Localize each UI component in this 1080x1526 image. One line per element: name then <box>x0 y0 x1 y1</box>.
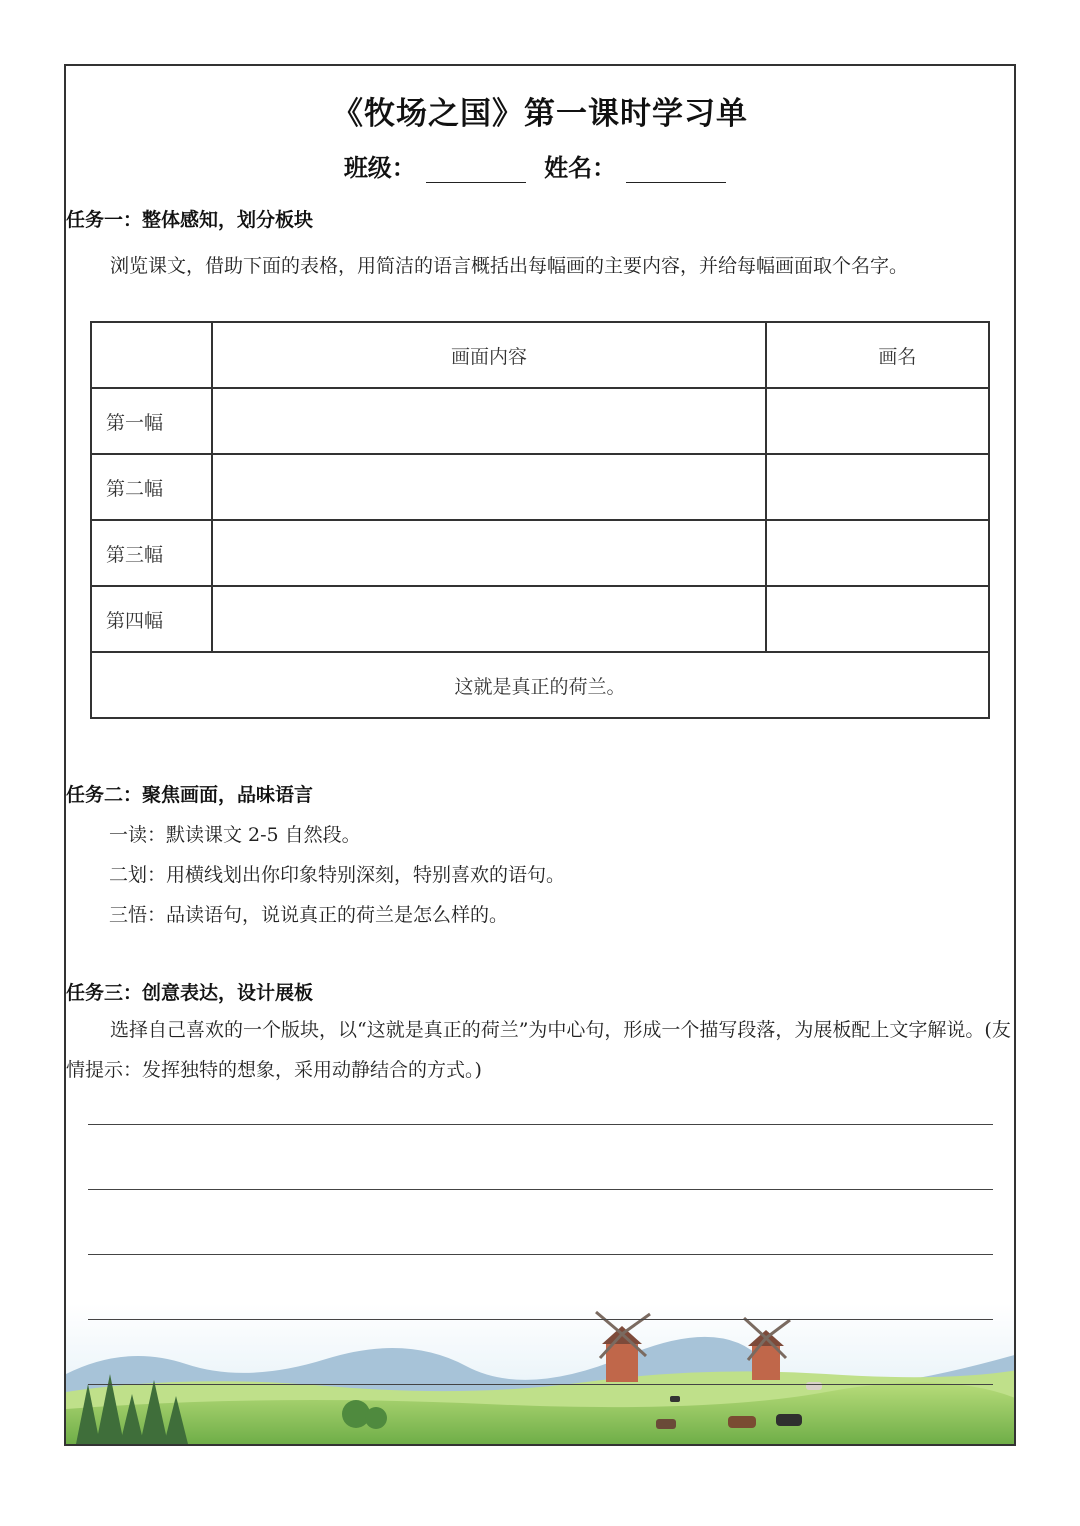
writing-line[interactable] <box>88 1384 993 1385</box>
task3-heading: 任务三：创意表达，设计展板 <box>66 982 314 1004</box>
name-field[interactable] <box>626 158 726 183</box>
row-label: 第四幅 <box>91 586 212 652</box>
table-corner-cell <box>91 322 212 388</box>
class-label: 班级： <box>343 154 416 182</box>
writing-line[interactable] <box>88 1319 993 1320</box>
task1-instruction: 浏览课文，借助下面的表格，用简洁的语言概括出每幅画的主要内容，并给每幅画面取个名字。 <box>110 255 909 277</box>
task1-heading: 任务一：整体感知，划分板块 <box>66 209 314 231</box>
task2-heading: 任务二：聚焦画面，品味语言 <box>66 784 314 806</box>
table-row <box>91 586 989 652</box>
content-cell[interactable] <box>212 520 765 586</box>
table-row <box>91 520 989 586</box>
class-field[interactable] <box>426 158 526 183</box>
page-title: 《牧场之国》第一课时学习单 <box>332 96 748 132</box>
content-cell[interactable] <box>212 586 765 652</box>
writing-line[interactable] <box>88 1189 993 1190</box>
name-cell[interactable] <box>766 388 989 454</box>
row-label: 第一幅 <box>91 388 212 454</box>
header-content: 画面内容 <box>212 322 765 388</box>
pasture-illustration <box>66 1304 1016 1444</box>
header-name: 画名 <box>766 322 989 388</box>
task2-step-mark: 二划：用横线划出你印象特别深刻，特别喜欢的语句。 <box>109 864 566 886</box>
table-row <box>91 388 989 454</box>
task3-instruction: 选择自己喜欢的一个版块，以“这就是真正的荷兰”为中心句，形成一个描写段落，为展板配上文字解说。(友情提示：发挥独特的想象，采用动静结合的方式。) <box>66 1019 1011 1081</box>
content-cell[interactable] <box>212 388 765 454</box>
table-header-row <box>91 322 989 388</box>
row-label: 第二幅 <box>91 454 212 520</box>
writing-line[interactable] <box>88 1124 993 1125</box>
table-footer-row <box>91 652 989 718</box>
content-cell[interactable] <box>212 454 765 520</box>
name-cell[interactable] <box>766 586 989 652</box>
summary-table <box>90 321 990 719</box>
name-cell[interactable] <box>766 520 989 586</box>
student-info-line <box>0 148 1080 183</box>
name-cell[interactable] <box>766 454 989 520</box>
table-footer: 这就是真正的荷兰。 <box>91 652 989 718</box>
writing-line[interactable] <box>88 1254 993 1255</box>
row-label: 第三幅 <box>91 520 212 586</box>
name-label: 姓名： <box>544 154 617 182</box>
task2-step-understand: 三悟：品读语句，说说真正的荷兰是怎么样的。 <box>109 904 509 926</box>
table-row <box>91 454 989 520</box>
task2-step-read: 一读：默读课文 2-5 自然段。 <box>109 824 361 846</box>
